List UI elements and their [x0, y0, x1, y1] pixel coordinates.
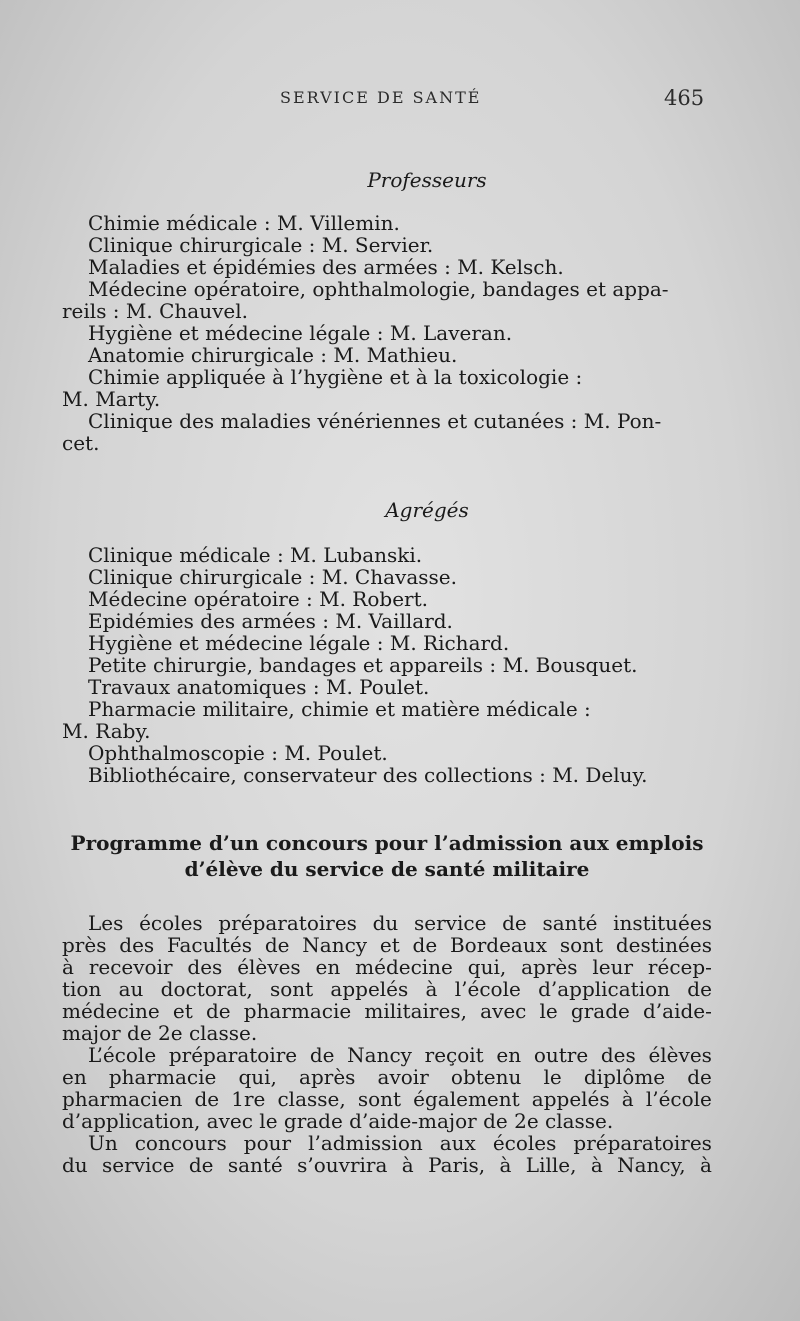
running-head: SERVICE DE SANTÉ	[280, 88, 482, 107]
list-item: Ophthalmoscopie : M. Poulet.	[88, 741, 388, 765]
paragraph-line: en pharmacie qui, après avoir obtenu le diplôme de	[62, 1065, 712, 1089]
list-item-continuation: reils : M. Chauvel.	[62, 299, 248, 323]
agreges-list	[62, 544, 712, 786]
list-item-continuation: cet.	[62, 431, 100, 455]
paragraph-1	[62, 912, 712, 1044]
list-item: Chimie appliquée à l’hygiène et à la toxicologie :	[88, 365, 583, 389]
list-item: Hygiène et médecine légale : M. Laveran.	[88, 321, 513, 345]
list-item-continuation: M. Raby.	[62, 719, 151, 743]
list-item: Maladies et épidémies des armées : M. Kelsch.	[88, 255, 564, 279]
paragraph-line: major de 2e classe.	[62, 1021, 258, 1045]
list-item: Clinique chirurgicale : M. Chavasse.	[88, 565, 457, 589]
list-item: Anatomie chirurgicale : M. Mathieu.	[88, 343, 458, 367]
list-item: Clinique médicale : M. Lubanski.	[88, 543, 423, 567]
list-item: Clinique des maladies vénériennes et cutanées : M. Pon-	[88, 409, 662, 433]
list-item: Clinique chirurgicale : M. Servier.	[88, 233, 434, 257]
section-title-agreges: Agrégés	[385, 498, 469, 522]
paragraph-line: près des Facultés de Nancy et de Bordeaux sont destinées	[62, 933, 712, 957]
paragraph-line: médecine et de pharmacie militaires, avec le grade d’aide-	[62, 999, 712, 1023]
list-item: Epidémies des armées : M. Vaillard.	[88, 609, 453, 633]
programme-title-line-2: d’élève du service de santé militaire	[184, 857, 590, 881]
list-item: Bibliothécaire, conservateur des collections : M. Deluy.	[88, 763, 648, 787]
paragraph-line: Les écoles préparatoires du service de santé instituées	[88, 911, 712, 935]
professeurs-list	[62, 212, 712, 454]
paragraph-line: L’école préparatoire de Nancy reçoit en outre des élèves	[88, 1043, 712, 1067]
paragraph-3	[62, 1132, 712, 1176]
list-item-continuation: M. Marty.	[62, 387, 161, 411]
programme-heading	[62, 830, 712, 882]
page-number: 465	[664, 86, 705, 110]
list-item: Hygiène et médecine légale : M. Richard.	[88, 631, 510, 655]
paragraph-line: d’application, avec le grade d’aide-major de 2e classe.	[62, 1109, 614, 1133]
list-item: Travaux anatomiques : M. Poulet.	[88, 675, 430, 699]
paragraph-2	[62, 1044, 712, 1132]
list-item: Pharmacie militaire, chimie et matière médicale :	[88, 697, 591, 721]
list-item: Médecine opératoire : M. Robert.	[88, 587, 428, 611]
programme-title-line-1: Programme d’un concours pour l’admission aux emplois	[70, 831, 704, 855]
paragraph-line: pharmacien de 1re classe, sont également appelés à l’école	[62, 1087, 712, 1111]
section-title-professeurs: Professeurs	[367, 168, 487, 192]
list-item: Petite chirurgie, bandages et appareils : M. Bousquet.	[88, 653, 638, 677]
paragraph-line: du service de santé s’ouvrira à Paris, à Lille, à Nancy, à	[62, 1153, 712, 1177]
paragraph-line: Un concours pour l’admission aux écoles préparatoires	[88, 1131, 712, 1155]
page-body	[62, 168, 712, 1176]
list-item: Chimie médicale : M. Villemin.	[88, 211, 400, 235]
paragraph-line: à recevoir des élèves en médecine qui, après leur récep-	[62, 955, 712, 979]
paragraph-line: tion au doctorat, sont appelés à l’école d’application de	[62, 977, 712, 1001]
list-item: Médecine opératoire, ophthalmologie, bandages et appa-	[88, 277, 669, 301]
